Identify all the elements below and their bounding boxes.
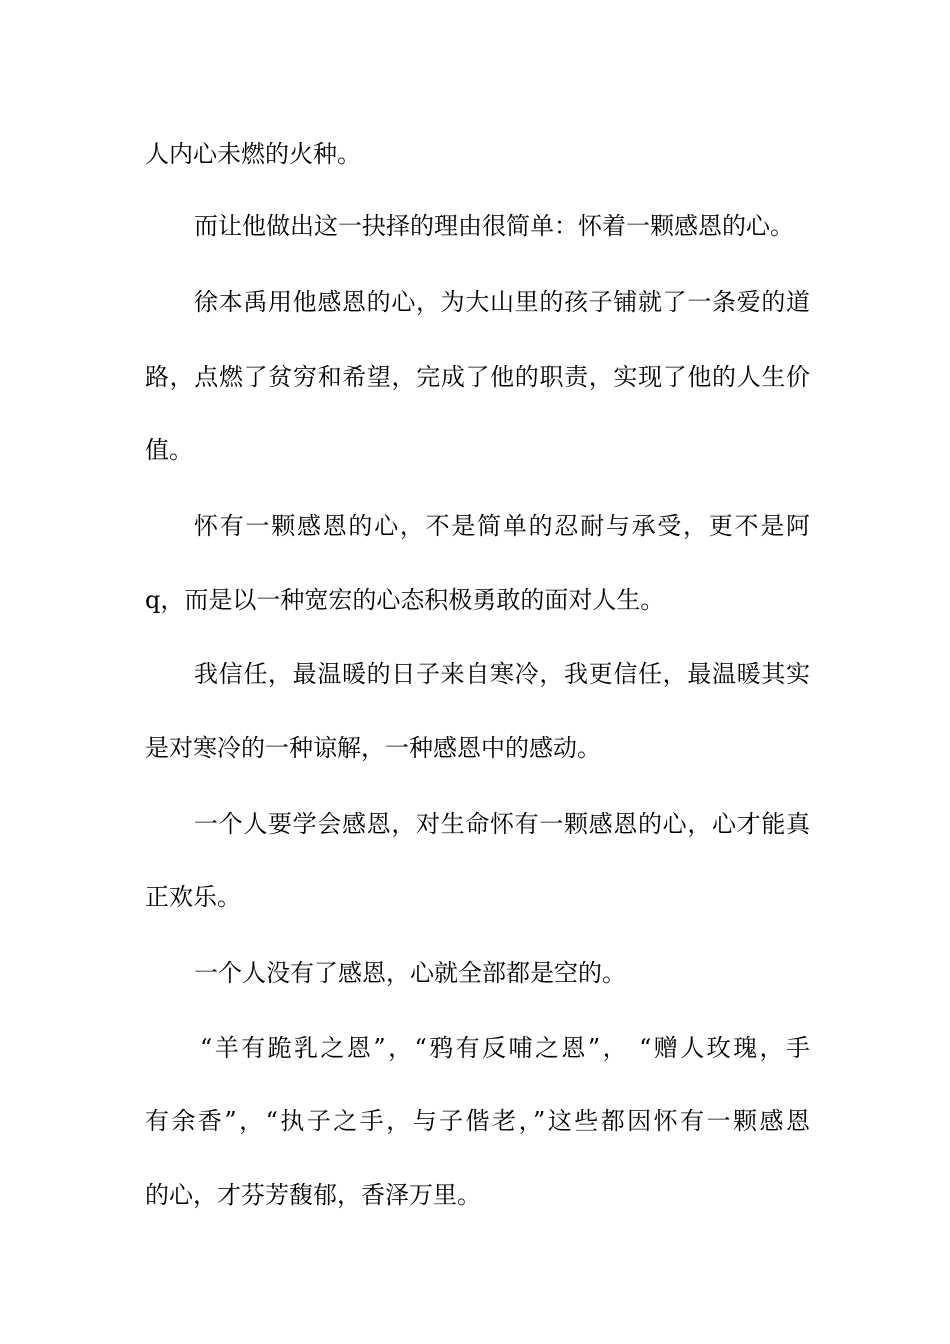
paragraph-line: q，而是以一种宽宏的心态积极勇敢的面对人生。 [145,586,665,614]
paragraph-line: 我信任，最温暖的日子来自寒冷，我更信任，最温暖其实 [194,660,810,688]
paragraph-line: 路，点燃了贫穷和希望，完成了他的职责，实现了他的人生价 [145,363,810,391]
paragraph-line: 正欢乐。 [145,883,241,911]
paragraph-line: 而让他做出这一抉择的理由很简单：怀着一颗感恩的心。 [194,212,794,240]
paragraph-line: 的心，才芬芳馥郁，香泽万里。 [145,1181,481,1209]
paragraph-line: 人内心未燃的火种。 [145,140,361,168]
paragraph-line: 怀有一颗感恩的心，不是简单的忍耐与承受，更不是阿 [194,512,810,540]
paragraph-line: 徐本禹用他感恩的心，为大山里的孩子铺就了一条爱的道 [194,288,810,316]
paragraph-line: 值。 [145,436,193,464]
paragraph-line: 有余香”，“执子之手，与子偕老，”这些都因怀有一颗感恩 [145,1107,810,1135]
paragraph-line: 一个人要学会感恩，对生命怀有一颗感恩的心，心才能真 [194,810,810,838]
paragraph-line: 是对寒冷的一种谅解，一种感恩中的感动。 [145,734,601,762]
paragraph-line: “羊有跪乳之恩”，“鸦有反哺之恩”， “赠人玫瑰，手 [200,1034,810,1062]
paragraph-line: 一个人没有了感恩，心就全部都是空的。 [194,959,626,987]
